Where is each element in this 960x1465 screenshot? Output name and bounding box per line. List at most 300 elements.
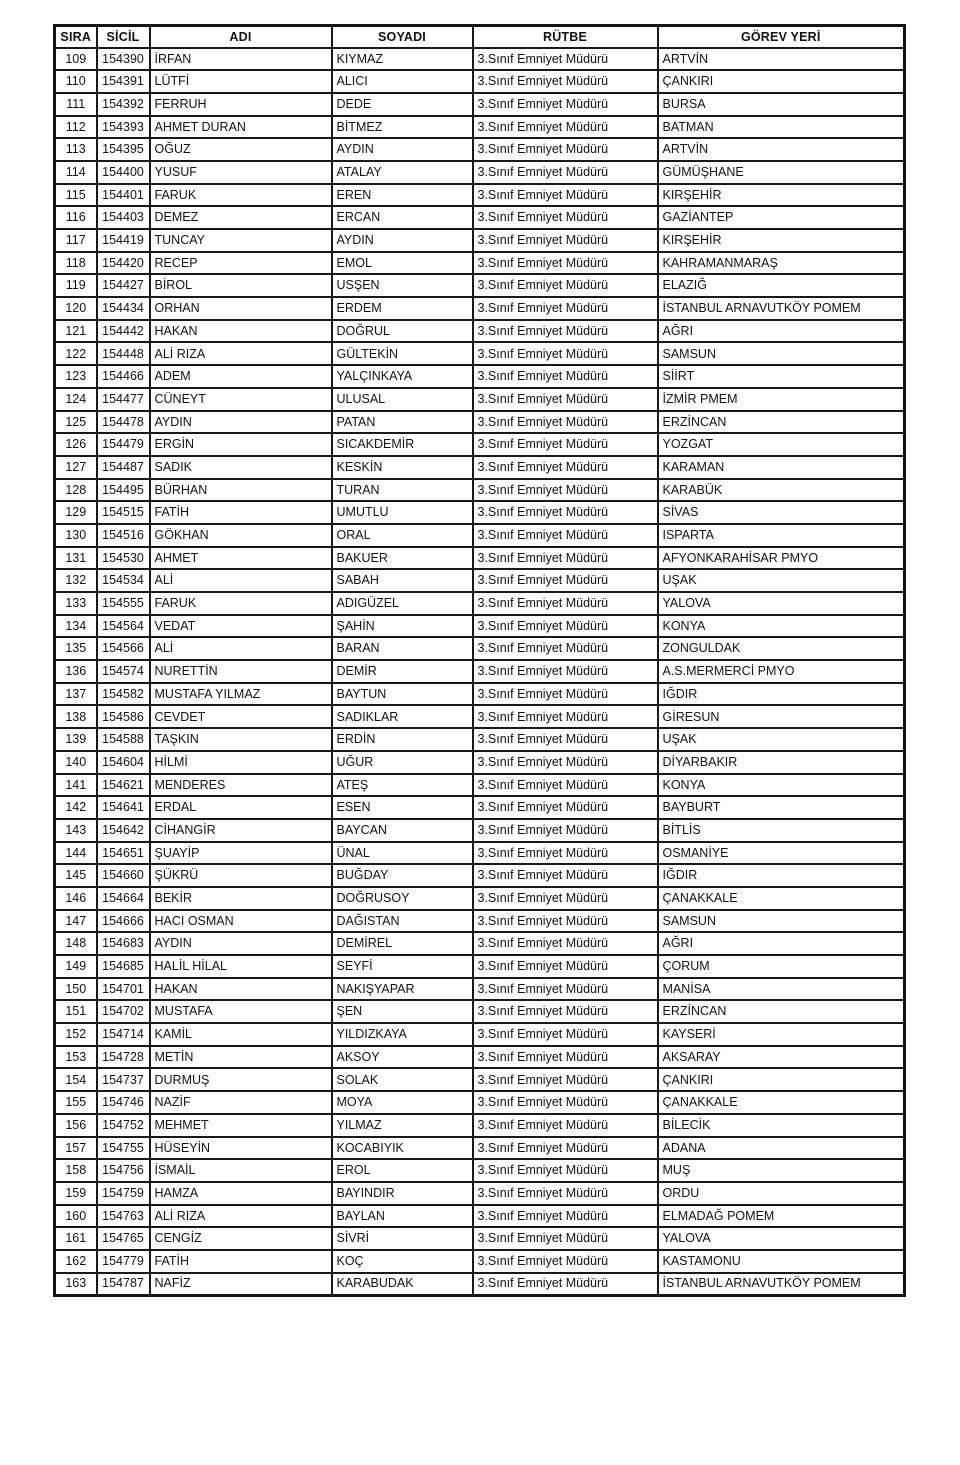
cell-soyadi: NAKIŞYAPAR — [332, 978, 473, 1001]
cell-sicil: 154564 — [97, 615, 150, 638]
cell-soyadi: BUĞDAY — [332, 864, 473, 887]
cell-sicil: 154555 — [97, 592, 150, 615]
column-header-sicil: SİCİL — [97, 26, 150, 48]
cell-soyadi: KOCABIYIK — [332, 1137, 473, 1160]
cell-adi: ERDAL — [150, 796, 332, 819]
cell-soyadi: ERCAN — [332, 206, 473, 229]
cell-soyadi: ÜNAL — [332, 842, 473, 865]
cell-soyadi: DEMİREL — [332, 932, 473, 955]
cell-sicil: 154390 — [97, 48, 150, 71]
cell-rutbe: 3.Sınıf Emniyet Müdürü — [473, 1250, 658, 1273]
cell-sicil: 154582 — [97, 683, 150, 706]
cell-adi: HACI OSMAN — [150, 910, 332, 933]
cell-sira: 124 — [55, 388, 97, 411]
cell-sira: 159 — [55, 1182, 97, 1205]
cell-sicil: 154714 — [97, 1023, 150, 1046]
cell-gorev-yeri: SAMSUN — [658, 910, 905, 933]
cell-soyadi: EMOL — [332, 252, 473, 275]
cell-sicil: 154752 — [97, 1114, 150, 1137]
table-row — [55, 1114, 905, 1137]
cell-rutbe: 3.Sınıf Emniyet Müdürü — [473, 1046, 658, 1069]
table-row — [55, 683, 905, 706]
column-header-soyadi: SOYADI — [332, 26, 473, 48]
cell-rutbe: 3.Sınıf Emniyet Müdürü — [473, 705, 658, 728]
cell-soyadi: KESKİN — [332, 456, 473, 479]
table-row — [55, 660, 905, 683]
cell-sira: 145 — [55, 864, 97, 887]
cell-sicil: 154391 — [97, 70, 150, 93]
cell-rutbe: 3.Sınıf Emniyet Müdürü — [473, 524, 658, 547]
cell-rutbe: 3.Sınıf Emniyet Müdürü — [473, 1000, 658, 1023]
cell-soyadi: YILDIZKAYA — [332, 1023, 473, 1046]
cell-soyadi: UĞUR — [332, 751, 473, 774]
cell-soyadi: ADIGÜZEL — [332, 592, 473, 615]
cell-soyadi: YALÇINKAYA — [332, 365, 473, 388]
cell-soyadi: ULUSAL — [332, 388, 473, 411]
cell-sira: 156 — [55, 1114, 97, 1137]
cell-sicil: 154487 — [97, 456, 150, 479]
cell-sira: 148 — [55, 932, 97, 955]
cell-sira: 122 — [55, 342, 97, 365]
cell-adi: TUNCAY — [150, 229, 332, 252]
table-row — [55, 955, 905, 978]
cell-gorev-yeri: KONYA — [658, 615, 905, 638]
cell-soyadi: PATAN — [332, 411, 473, 434]
cell-rutbe: 3.Sınıf Emniyet Müdürü — [473, 479, 658, 502]
cell-sicil: 154400 — [97, 161, 150, 184]
table-row — [55, 1000, 905, 1023]
cell-sira: 151 — [55, 1000, 97, 1023]
cell-sicil: 154702 — [97, 1000, 150, 1023]
cell-soyadi: ESEN — [332, 796, 473, 819]
cell-soyadi: DOĞRUL — [332, 320, 473, 343]
cell-sicil: 154685 — [97, 955, 150, 978]
column-header-adi: ADI — [150, 26, 332, 48]
cell-adi: HAMZA — [150, 1182, 332, 1205]
header-row — [55, 26, 905, 48]
cell-rutbe: 3.Sınıf Emniyet Müdürü — [473, 842, 658, 865]
cell-adi: VEDAT — [150, 615, 332, 638]
cell-soyadi: SABAH — [332, 569, 473, 592]
cell-gorev-yeri: IĞDIR — [658, 864, 905, 887]
cell-sira: 146 — [55, 887, 97, 910]
cell-gorev-yeri: GÜMÜŞHANE — [658, 161, 905, 184]
cell-soyadi: DAĞISTAN — [332, 910, 473, 933]
cell-rutbe: 3.Sınıf Emniyet Müdürü — [473, 796, 658, 819]
table-row — [55, 433, 905, 456]
cell-soyadi: ŞEN — [332, 1000, 473, 1023]
table-row — [55, 1182, 905, 1205]
table-row — [55, 728, 905, 751]
cell-rutbe: 3.Sınıf Emniyet Müdürü — [473, 1091, 658, 1114]
cell-gorev-yeri: SİİRT — [658, 365, 905, 388]
table-row — [55, 456, 905, 479]
cell-adi: ŞUAYİP — [150, 842, 332, 865]
cell-sicil: 154642 — [97, 819, 150, 842]
cell-gorev-yeri: BİTLİS — [658, 819, 905, 842]
cell-soyadi: ŞAHİN — [332, 615, 473, 638]
cell-sira: 119 — [55, 274, 97, 297]
table-row — [55, 569, 905, 592]
cell-sira: 150 — [55, 978, 97, 1001]
cell-gorev-yeri: UŞAK — [658, 569, 905, 592]
cell-gorev-yeri: KASTAMONU — [658, 1250, 905, 1273]
cell-gorev-yeri: KAHRAMANMARAŞ — [658, 252, 905, 275]
cell-soyadi: DOĞRUSOY — [332, 887, 473, 910]
column-header-sira: SIRA — [55, 26, 97, 48]
cell-soyadi: USŞEN — [332, 274, 473, 297]
cell-adi: GÖKHAN — [150, 524, 332, 547]
table-row — [55, 342, 905, 365]
cell-gorev-yeri: İZMİR PMEM — [658, 388, 905, 411]
cell-adi: CİHANGİR — [150, 819, 332, 842]
cell-rutbe: 3.Sınıf Emniyet Müdürü — [473, 683, 658, 706]
cell-sira: 113 — [55, 138, 97, 161]
cell-sira: 129 — [55, 501, 97, 524]
cell-soyadi: AYDIN — [332, 138, 473, 161]
cell-soyadi: SİVRİ — [332, 1227, 473, 1250]
cell-sicil: 154759 — [97, 1182, 150, 1205]
cell-sira: 112 — [55, 116, 97, 139]
cell-sira: 138 — [55, 705, 97, 728]
cell-sira: 109 — [55, 48, 97, 71]
cell-gorev-yeri: YALOVA — [658, 1227, 905, 1250]
cell-gorev-yeri: İSTANBUL ARNAVUTKÖY POMEM — [658, 1273, 905, 1296]
table-row — [55, 819, 905, 842]
table-row — [55, 411, 905, 434]
cell-adi: MENDERES — [150, 774, 332, 797]
cell-sicil: 154660 — [97, 864, 150, 887]
cell-gorev-yeri: ORDU — [658, 1182, 905, 1205]
cell-sicil: 154574 — [97, 660, 150, 683]
cell-gorev-yeri: ERZİNCAN — [658, 411, 905, 434]
table-body — [55, 48, 905, 1296]
cell-sira: 121 — [55, 320, 97, 343]
cell-adi: ERGİN — [150, 433, 332, 456]
cell-soyadi: BAYTUN — [332, 683, 473, 706]
cell-adi: MUSTAFA YILMAZ — [150, 683, 332, 706]
cell-rutbe: 3.Sınıf Emniyet Müdürü — [473, 615, 658, 638]
cell-soyadi: SICAKDEMİR — [332, 433, 473, 456]
table-row — [55, 479, 905, 502]
cell-gorev-yeri: KIRŞEHİR — [658, 184, 905, 207]
table-row — [55, 932, 905, 955]
cell-rutbe: 3.Sınıf Emniyet Müdürü — [473, 1068, 658, 1091]
cell-rutbe: 3.Sınıf Emniyet Müdürü — [473, 1023, 658, 1046]
cell-soyadi: ATALAY — [332, 161, 473, 184]
cell-adi: BİROL — [150, 274, 332, 297]
cell-gorev-yeri: A.S.MERMERCİ PMYO — [658, 660, 905, 683]
cell-gorev-yeri: ÇANKIRI — [658, 70, 905, 93]
cell-rutbe: 3.Sınıf Emniyet Müdürü — [473, 388, 658, 411]
cell-rutbe: 3.Sınıf Emniyet Müdürü — [473, 342, 658, 365]
cell-adi: CENGİZ — [150, 1227, 332, 1250]
cell-adi: HAKAN — [150, 320, 332, 343]
cell-sicil: 154393 — [97, 116, 150, 139]
table-row — [55, 1205, 905, 1228]
cell-adi: NAZİF — [150, 1091, 332, 1114]
table-row — [55, 184, 905, 207]
cell-sicil: 154434 — [97, 297, 150, 320]
cell-soyadi: GÜLTEKİN — [332, 342, 473, 365]
cell-rutbe: 3.Sınıf Emniyet Müdürü — [473, 932, 658, 955]
cell-sira: 139 — [55, 728, 97, 751]
cell-sicil: 154604 — [97, 751, 150, 774]
cell-gorev-yeri: OSMANİYE — [658, 842, 905, 865]
cell-sicil: 154664 — [97, 887, 150, 910]
cell-gorev-yeri: ÇANKIRI — [658, 1068, 905, 1091]
personnel-table — [53, 24, 906, 1297]
cell-sicil: 154701 — [97, 978, 150, 1001]
table-row — [55, 842, 905, 865]
cell-gorev-yeri: KIRŞEHİR — [658, 229, 905, 252]
cell-sira: 140 — [55, 751, 97, 774]
cell-adi: ORHAN — [150, 297, 332, 320]
cell-soyadi: YILMAZ — [332, 1114, 473, 1137]
cell-sicil: 154515 — [97, 501, 150, 524]
cell-soyadi: ALICI — [332, 70, 473, 93]
cell-gorev-yeri: AKSARAY — [658, 1046, 905, 1069]
table-row — [55, 1273, 905, 1296]
cell-sicil: 154495 — [97, 479, 150, 502]
cell-soyadi: SOLAK — [332, 1068, 473, 1091]
cell-gorev-yeri: KARABÜK — [658, 479, 905, 502]
cell-gorev-yeri: ELMADAĞ POMEM — [658, 1205, 905, 1228]
table-row — [55, 70, 905, 93]
cell-sicil: 154746 — [97, 1091, 150, 1114]
table-row — [55, 524, 905, 547]
cell-gorev-yeri: ISPARTA — [658, 524, 905, 547]
table-row — [55, 1046, 905, 1069]
table-row — [55, 978, 905, 1001]
cell-sicil: 154755 — [97, 1137, 150, 1160]
cell-rutbe: 3.Sınıf Emniyet Müdürü — [473, 48, 658, 71]
cell-sira: 118 — [55, 252, 97, 275]
cell-soyadi: MOYA — [332, 1091, 473, 1114]
cell-sicil: 154641 — [97, 796, 150, 819]
cell-adi: HÜSEYİN — [150, 1137, 332, 1160]
cell-sira: 161 — [55, 1227, 97, 1250]
cell-sira: 144 — [55, 842, 97, 865]
cell-gorev-yeri: BAYBURT — [658, 796, 905, 819]
cell-rutbe: 3.Sınıf Emniyet Müdürü — [473, 547, 658, 570]
table-row — [55, 615, 905, 638]
cell-rutbe: 3.Sınıf Emniyet Müdürü — [473, 161, 658, 184]
cell-sicil: 154479 — [97, 433, 150, 456]
table-row — [55, 774, 905, 797]
cell-soyadi: ORAL — [332, 524, 473, 547]
cell-sicil: 154395 — [97, 138, 150, 161]
cell-adi: MUSTAFA — [150, 1000, 332, 1023]
cell-adi: FARUK — [150, 592, 332, 615]
cell-soyadi: KOÇ — [332, 1250, 473, 1273]
cell-rutbe: 3.Sınıf Emniyet Müdürü — [473, 978, 658, 1001]
cell-rutbe: 3.Sınıf Emniyet Müdürü — [473, 433, 658, 456]
cell-adi: LÜTFİ — [150, 70, 332, 93]
cell-soyadi: DEMİR — [332, 660, 473, 683]
cell-adi: AHMET DURAN — [150, 116, 332, 139]
cell-rutbe: 3.Sınıf Emniyet Müdürü — [473, 1182, 658, 1205]
table-row — [55, 796, 905, 819]
cell-adi: CÜNEYT — [150, 388, 332, 411]
cell-gorev-yeri: GİRESUN — [658, 705, 905, 728]
cell-sicil: 154566 — [97, 637, 150, 660]
cell-sicil: 154651 — [97, 842, 150, 865]
cell-gorev-yeri: GAZİANTEP — [658, 206, 905, 229]
cell-soyadi: BİTMEZ — [332, 116, 473, 139]
cell-sira: 115 — [55, 184, 97, 207]
cell-sira: 123 — [55, 365, 97, 388]
cell-rutbe: 3.Sınıf Emniyet Müdürü — [473, 887, 658, 910]
cell-rutbe: 3.Sınıf Emniyet Müdürü — [473, 1114, 658, 1137]
cell-sira: 130 — [55, 524, 97, 547]
table-row — [55, 1091, 905, 1114]
cell-adi: FERRUH — [150, 93, 332, 116]
table-row — [55, 365, 905, 388]
cell-adi: ALİ — [150, 569, 332, 592]
cell-adi: FATİH — [150, 501, 332, 524]
table-row — [55, 93, 905, 116]
cell-adi: NAFİZ — [150, 1273, 332, 1296]
cell-rutbe: 3.Sınıf Emniyet Müdürü — [473, 910, 658, 933]
cell-sira: 155 — [55, 1091, 97, 1114]
cell-sira: 114 — [55, 161, 97, 184]
cell-soyadi: AYDIN — [332, 229, 473, 252]
table-row — [55, 705, 905, 728]
cell-soyadi: KARABUDAK — [332, 1273, 473, 1296]
cell-rutbe: 3.Sınıf Emniyet Müdürü — [473, 1137, 658, 1160]
cell-gorev-yeri: ÇANAKKALE — [658, 887, 905, 910]
cell-adi: FATİH — [150, 1250, 332, 1273]
cell-adi: OĞUZ — [150, 138, 332, 161]
cell-rutbe: 3.Sınıf Emniyet Müdürü — [473, 501, 658, 524]
cell-gorev-yeri: ARTVİN — [658, 138, 905, 161]
cell-rutbe: 3.Sınıf Emniyet Müdürü — [473, 411, 658, 434]
cell-sicil: 154427 — [97, 274, 150, 297]
cell-sicil: 154534 — [97, 569, 150, 592]
cell-gorev-yeri: İSTANBUL ARNAVUTKÖY POMEM — [658, 297, 905, 320]
table-row — [55, 1159, 905, 1182]
cell-sira: 153 — [55, 1046, 97, 1069]
cell-sicil: 154588 — [97, 728, 150, 751]
table-row — [55, 1023, 905, 1046]
table-row — [55, 206, 905, 229]
cell-gorev-yeri: AĞRI — [658, 320, 905, 343]
cell-sira: 132 — [55, 569, 97, 592]
cell-soyadi: AKSOY — [332, 1046, 473, 1069]
cell-sira: 154 — [55, 1068, 97, 1091]
table-row — [55, 161, 905, 184]
cell-sicil: 154756 — [97, 1159, 150, 1182]
cell-sicil: 154683 — [97, 932, 150, 955]
cell-adi: TAŞKIN — [150, 728, 332, 751]
cell-sira: 110 — [55, 70, 97, 93]
cell-soyadi: BAYCAN — [332, 819, 473, 842]
cell-gorev-yeri: BURSA — [658, 93, 905, 116]
cell-sicil: 154530 — [97, 547, 150, 570]
cell-sicil: 154478 — [97, 411, 150, 434]
table-row — [55, 1227, 905, 1250]
cell-gorev-yeri: AĞRI — [658, 932, 905, 955]
cell-adi: ALİ — [150, 637, 332, 660]
cell-gorev-yeri: YALOVA — [658, 592, 905, 615]
cell-adi: METİN — [150, 1046, 332, 1069]
table-row — [55, 138, 905, 161]
cell-soyadi: BAKUER — [332, 547, 473, 570]
cell-sira: 126 — [55, 433, 97, 456]
table-row — [55, 592, 905, 615]
cell-adi: NURETTİN — [150, 660, 332, 683]
cell-adi: İRFAN — [150, 48, 332, 71]
cell-adi: HİLMİ — [150, 751, 332, 774]
cell-adi: ADEM — [150, 365, 332, 388]
table-row — [55, 1250, 905, 1273]
cell-rutbe: 3.Sınıf Emniyet Müdürü — [473, 1205, 658, 1228]
table-row — [55, 751, 905, 774]
cell-adi: HAKAN — [150, 978, 332, 1001]
cell-soyadi: BAYINDIR — [332, 1182, 473, 1205]
cell-gorev-yeri: MUŞ — [658, 1159, 905, 1182]
cell-sira: 142 — [55, 796, 97, 819]
cell-sira: 127 — [55, 456, 97, 479]
table-row — [55, 252, 905, 275]
cell-sira: 160 — [55, 1205, 97, 1228]
cell-sicil: 154477 — [97, 388, 150, 411]
cell-gorev-yeri: KARAMAN — [658, 456, 905, 479]
cell-sicil: 154466 — [97, 365, 150, 388]
table-row — [55, 864, 905, 887]
cell-sira: 120 — [55, 297, 97, 320]
cell-rutbe: 3.Sınıf Emniyet Müdürü — [473, 116, 658, 139]
cell-gorev-yeri: IĞDIR — [658, 683, 905, 706]
cell-sira: 111 — [55, 93, 97, 116]
cell-sicil: 154728 — [97, 1046, 150, 1069]
cell-adi: KAMİL — [150, 1023, 332, 1046]
cell-sicil: 154420 — [97, 252, 150, 275]
cell-rutbe: 3.Sınıf Emniyet Müdürü — [473, 229, 658, 252]
cell-adi: CEVDET — [150, 705, 332, 728]
cell-sira: 116 — [55, 206, 97, 229]
cell-soyadi: UMUTLU — [332, 501, 473, 524]
cell-sicil: 154392 — [97, 93, 150, 116]
table-row — [55, 637, 905, 660]
cell-sira: 143 — [55, 819, 97, 842]
cell-adi: İSMAİL — [150, 1159, 332, 1182]
cell-gorev-yeri: YOZGAT — [658, 433, 905, 456]
cell-rutbe: 3.Sınıf Emniyet Müdürü — [473, 320, 658, 343]
cell-soyadi: ATEŞ — [332, 774, 473, 797]
cell-gorev-yeri: DİYARBAKIR — [658, 751, 905, 774]
cell-gorev-yeri: SİVAS — [658, 501, 905, 524]
table-row — [55, 297, 905, 320]
cell-sicil: 154448 — [97, 342, 150, 365]
cell-soyadi: TURAN — [332, 479, 473, 502]
table-row — [55, 116, 905, 139]
cell-soyadi: ERDİN — [332, 728, 473, 751]
cell-sicil: 154403 — [97, 206, 150, 229]
cell-gorev-yeri: ELAZIĞ — [658, 274, 905, 297]
cell-soyadi: EROL — [332, 1159, 473, 1182]
cell-soyadi: EREN — [332, 184, 473, 207]
cell-sira: 162 — [55, 1250, 97, 1273]
cell-sira: 152 — [55, 1023, 97, 1046]
cell-adi: AYDIN — [150, 932, 332, 955]
cell-gorev-yeri: ADANA — [658, 1137, 905, 1160]
cell-sicil: 154419 — [97, 229, 150, 252]
column-header-gorev-yeri: GÖREV YERİ — [658, 26, 905, 48]
cell-sira: 128 — [55, 479, 97, 502]
cell-gorev-yeri: ERZİNCAN — [658, 1000, 905, 1023]
